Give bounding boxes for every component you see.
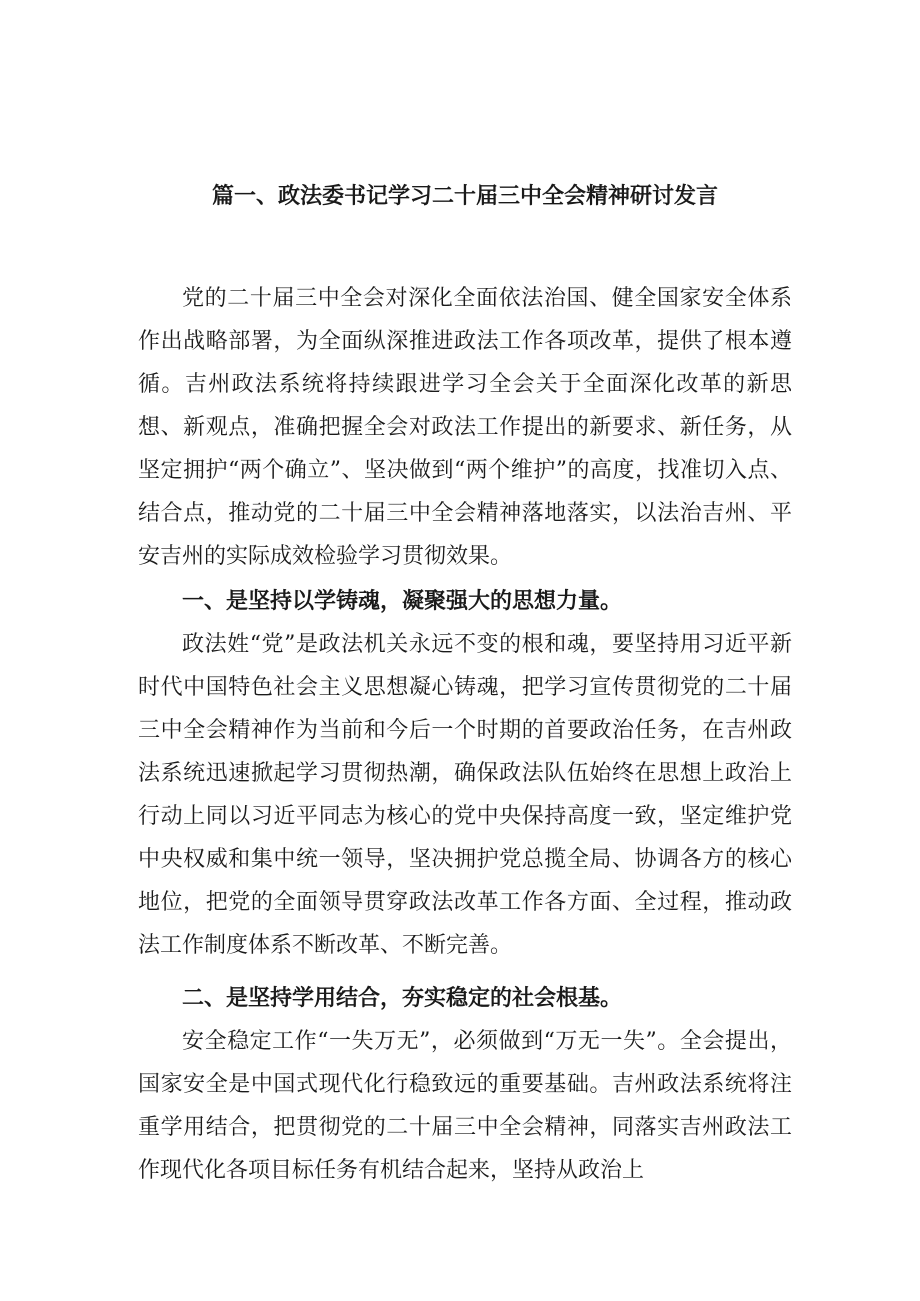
- section-heading-2: 二、是坚持学用结合，夯实稳定的社会根基。: [182, 986, 623, 1011]
- body-paragraph-intro: 党的二十届三中全会对深化全面依法治国、健全国家安全体系作出战略部署，为全面纵深推进政法工作各项改革，提供了根本遵循。吉州政法系统将持续跟进学习全会关于全面深化改革的新思想、新观点，准确把握全会对政法工作提出的新要求、新任务，从坚定拥护“两个确立”、坚决做到“两个维护”的高度，找准切入点、结合点，推动党的二十届三中全会精神落地落实，以法治吉州、平安吉州的实际成效检验学习贯彻效果。: [138, 286, 792, 569]
- body-paragraph-section-2: 安全稳定工作“一失万无”，必须做到“万无一失”。全会提出，国家安全是中国式现代化行稳致远的重要基础。吉州政法系统将注重学用结合，把贯彻党的二十届三中全会精神，同落实吉州政法工作现代化各项目标任务有机结合起来，坚持从政治上: [138, 1029, 792, 1183]
- document-title: 篇一、政法委书记学习二十届三中全会精神研讨发言: [211, 184, 718, 209]
- body-paragraph-section-1: 政法姓“党”是政法机关永远不变的根和魂，要坚持用习近平新时代中国特色社会主义思想凝心铸魂，把学习宣传贯彻党的二十届三中全会精神作为当前和今后一个时期的首要政治任务，在吉州政法系统迅速掀起学习贯彻热潮，确保政法队伍始终在思想上政治上行动上同以习近平同志为核心的党中央保持高度一致，坚定维护党中央权威和集中统一领导，坚决拥护党总揽全局、协调各方的核心地位，把党的全面领导贯穿政法改革工作各方面、全过程，推动政法工作制度体系不断改革、不断完善。: [138, 632, 792, 958]
- section-heading-1: 一、是坚持以学铸魂，凝聚强大的思想力量。: [182, 589, 623, 614]
